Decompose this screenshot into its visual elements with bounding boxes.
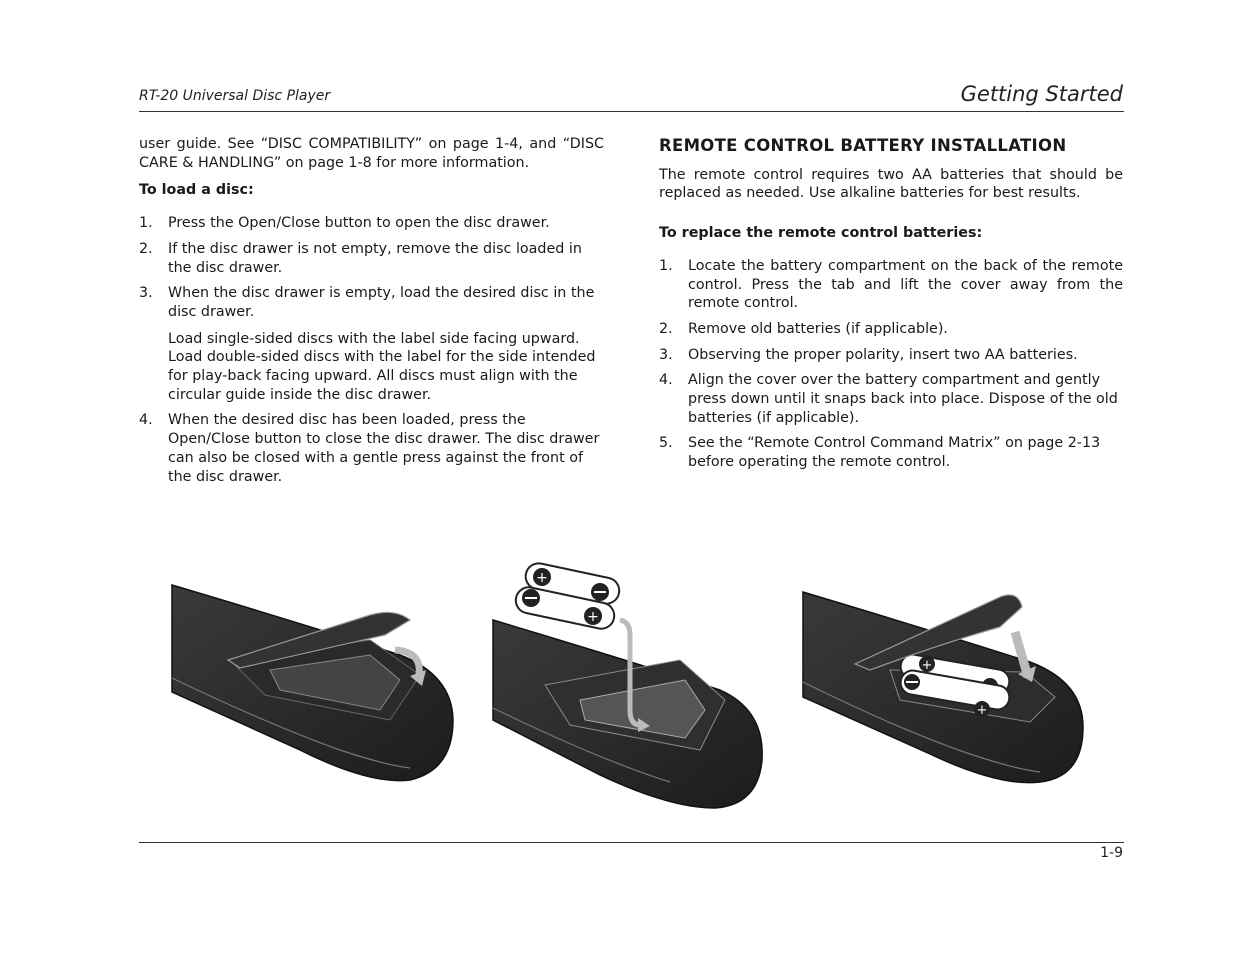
header-rule bbox=[139, 111, 1124, 112]
svg-text:+: + bbox=[921, 658, 933, 673]
list-item bbox=[139, 240, 604, 277]
list-item bbox=[659, 257, 1123, 313]
page-number: 1-9 bbox=[1100, 845, 1123, 861]
step-text: Locate the battery compartment on the back of the remote control. Press the tab and lift the cover away from the remote control. bbox=[688, 257, 1123, 312]
svg-text:+: + bbox=[536, 570, 548, 586]
list-item bbox=[139, 214, 604, 233]
svg-text:+: + bbox=[976, 703, 988, 718]
step-text: Remove old batteries (if applicable). bbox=[688, 320, 948, 337]
left-column bbox=[139, 135, 604, 493]
replace-batteries-steps bbox=[659, 257, 1123, 472]
step-text: See the “Remote Control Command Matrix” on page 2-13 before operating the remote control. bbox=[688, 435, 1101, 471]
footer-rule bbox=[139, 842, 1124, 843]
list-item bbox=[659, 320, 1123, 339]
step-number: 3. bbox=[659, 346, 673, 363]
step-number: 4. bbox=[139, 412, 153, 429]
step-text: If the disc drawer is not empty, remove the disc loaded in the disc drawer. bbox=[168, 240, 582, 276]
list-item bbox=[659, 434, 1123, 471]
battery-intro-paragraph: The remote control requires two AA batteries that should be replaced as needed. Use alkaline batteries for best results. bbox=[659, 166, 1123, 202]
list-item bbox=[659, 346, 1123, 365]
battery-insert-illustration bbox=[490, 560, 770, 810]
step-number: 4. bbox=[659, 372, 673, 389]
step-number: 3. bbox=[139, 285, 153, 302]
replace-batteries-subheading: To replace the remote control batteries: bbox=[659, 225, 983, 242]
battery-installation-heading: REMOTE CONTROL BATTERY INSTALLATION bbox=[659, 136, 1067, 155]
remote-cover-close-illustration bbox=[800, 582, 1090, 787]
step-text: When the desired disc has been loaded, press the Open/Close button to close the disc drawer. The disc drawer can also be closed with a gentle press against the front of the disc drawer. bbox=[168, 412, 600, 485]
step-text: Align the cover over the battery compartment and gently press down until it snaps back into place. Dispose of the old batteries (if applicable). bbox=[688, 372, 1118, 426]
step-note: Load single-sided discs with the label side facing upward. Load double-sided discs with the label for the side intended for play-back facing upward. All discs must align with the circular guide inside the disc drawer. bbox=[168, 330, 596, 403]
list-item bbox=[659, 371, 1123, 427]
step-number: 1. bbox=[659, 257, 673, 274]
step-number: 1. bbox=[139, 215, 153, 232]
remote-cover-open-illustration bbox=[170, 580, 460, 785]
step-text: Press the Open/Close button to open the disc drawer. bbox=[168, 215, 550, 232]
section-title: Getting Started bbox=[960, 82, 1123, 106]
document-title: RT-20 Universal Disc Player bbox=[139, 88, 331, 104]
step-text: When the disc drawer is empty, load the desired disc in the disc drawer. bbox=[168, 285, 595, 320]
left-intro-paragraph: user guide. See “DISC COMPATIBILITY” on page 1-4, and “DISC CARE & HANDLING” on page 1-8 for more information. bbox=[139, 136, 604, 171]
right-column bbox=[659, 135, 1123, 479]
svg-text:+: + bbox=[587, 609, 599, 625]
list-item bbox=[139, 411, 604, 486]
step-number: 2. bbox=[139, 240, 153, 257]
step-text: Observing the proper polarity, insert two AA batteries. bbox=[688, 346, 1078, 363]
list-item bbox=[139, 284, 604, 404]
step-number: 2. bbox=[659, 320, 673, 337]
load-disc-steps bbox=[139, 214, 604, 486]
step-number: 5. bbox=[659, 435, 673, 452]
load-disc-subheading: To load a disc: bbox=[139, 182, 254, 199]
